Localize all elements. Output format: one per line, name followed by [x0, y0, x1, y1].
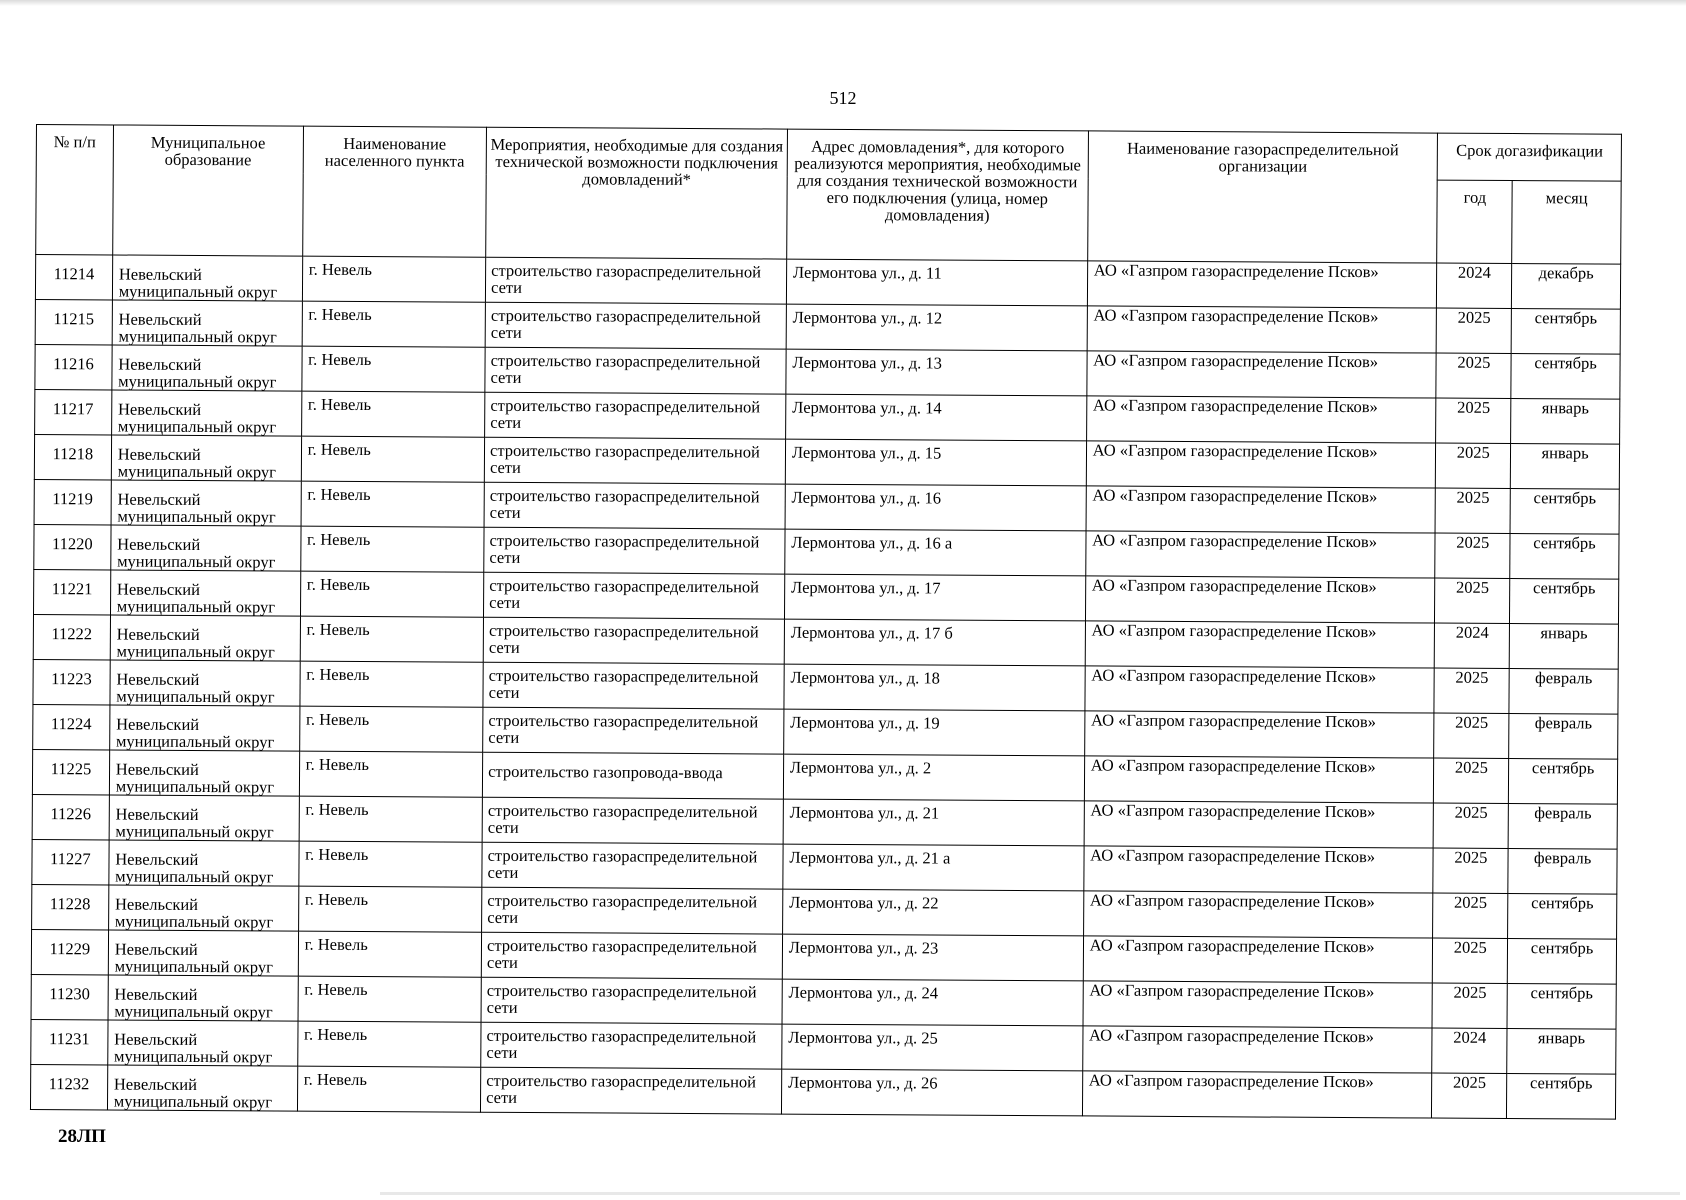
- table-row: [35, 299, 1620, 354]
- cell-settlement: г. Невель: [297, 1021, 481, 1067]
- header-measures: Мероприятия, необходимые для создания технической возможности подключения домовладений*: [486, 127, 788, 259]
- cell-month: сентябрь: [1510, 534, 1619, 580]
- cell-measures: строительство газораспределительной сети: [481, 1022, 782, 1069]
- table-row: [31, 929, 1616, 984]
- cell-num: 11226: [32, 794, 109, 839]
- cell-month: сентябрь: [1507, 984, 1616, 1030]
- cell-organization: АО «Газпром газораспределение Псков»: [1083, 846, 1433, 893]
- cell-measures: строительство газораспределительной сети: [481, 1067, 782, 1114]
- cell-organization: АО «Газпром газораспределение Псков»: [1083, 981, 1433, 1028]
- cell-num: 11222: [33, 614, 110, 659]
- cell-num: 11218: [34, 434, 111, 479]
- cell-year: 2025: [1433, 848, 1508, 893]
- cell-municipality: Невельский муниципальный округ: [110, 570, 300, 616]
- cell-municipality: Невельский муниципальный округ: [110, 615, 300, 661]
- cell-organization: АО «Газпром газораспределение Псков»: [1086, 351, 1436, 398]
- cell-municipality: Невельский муниципальный округ: [108, 885, 298, 931]
- header-deadline: Срок догазификации: [1438, 133, 1622, 181]
- cell-year: 2025: [1433, 938, 1508, 983]
- cell-num: 11229: [31, 929, 108, 974]
- cell-settlement: г. Невель: [302, 256, 486, 302]
- cell-address: Лермонтова ул., д. 13: [786, 349, 1087, 396]
- cell-municipality: Невельский муниципальный округ: [109, 840, 299, 886]
- cell-organization: АО «Газпром газораспределение Псков»: [1086, 396, 1436, 443]
- header-municipality: Муниципальное образование: [112, 125, 303, 256]
- cell-month: февраль: [1508, 804, 1617, 850]
- cell-organization: АО «Газпром газораспределение Псков»: [1085, 621, 1435, 668]
- cell-municipality: Невельский муниципальный округ: [109, 750, 299, 796]
- cell-organization: АО «Газпром газораспределение Псков»: [1084, 756, 1434, 803]
- cell-num: 11221: [34, 569, 111, 614]
- cell-municipality: Невельский муниципальный округ: [111, 390, 301, 436]
- header-num: № п/п: [36, 125, 114, 255]
- cell-organization: АО «Газпром газораспределение Псков»: [1085, 531, 1435, 578]
- cell-organization: АО «Газпром газораспределение Псков»: [1083, 891, 1433, 938]
- table-row: [35, 255, 1620, 310]
- cell-municipality: Невельский муниципальный округ: [110, 660, 300, 706]
- cell-municipality: Невельский муниципальный округ: [112, 345, 302, 391]
- cell-num: 11228: [32, 884, 109, 929]
- cell-measures: строительство газораспределительной сети: [483, 662, 784, 709]
- cell-measures: строительство газораспределительной сети: [483, 707, 784, 754]
- cell-address: Лермонтова ул., д. 23: [782, 934, 1083, 981]
- cell-year: 2025: [1435, 578, 1510, 623]
- table-row: [31, 974, 1616, 1029]
- cell-municipality: Невельский муниципальный округ: [112, 255, 302, 301]
- cell-municipality: Невельский муниципальный округ: [111, 480, 301, 526]
- cell-month: февраль: [1509, 669, 1618, 715]
- cell-measures: строительство газораспределительной сети: [485, 392, 786, 439]
- cell-year: 2025: [1436, 488, 1511, 533]
- cell-settlement: г. Невель: [298, 841, 482, 887]
- cell-num: 11231: [31, 1019, 108, 1064]
- cell-settlement: г. Невель: [299, 796, 483, 842]
- cell-year: 2025: [1433, 893, 1508, 938]
- cell-settlement: г. Невель: [301, 346, 485, 392]
- header-settlement: Наименование населенного пункта: [302, 126, 486, 257]
- cell-num: 11224: [33, 704, 110, 749]
- cell-year: 2025: [1434, 803, 1509, 848]
- cell-address: Лермонтова ул., д. 17 б: [784, 619, 1085, 666]
- cell-num: 11227: [32, 839, 109, 884]
- cell-settlement: г. Невель: [299, 751, 483, 797]
- cell-address: Лермонтова ул., д. 14: [785, 394, 1086, 441]
- cell-month: январь: [1510, 444, 1619, 490]
- cell-address: Лермонтова ул., д. 15: [785, 439, 1086, 486]
- cell-month: январь: [1507, 1029, 1616, 1075]
- cell-num: 11219: [34, 479, 111, 524]
- table-row: [33, 704, 1618, 759]
- cell-municipality: Невельский муниципальный округ: [112, 300, 302, 346]
- cell-num: 11217: [35, 389, 112, 434]
- cell-year: 2025: [1435, 533, 1510, 578]
- page-number: 512: [829, 88, 857, 108]
- cell-measures: строительство газопровода-ввода: [482, 752, 783, 799]
- cell-num: 11223: [33, 659, 110, 704]
- cell-num: 11230: [31, 974, 108, 1019]
- table-row: [33, 614, 1618, 669]
- cell-measures: строительство газораспределительной сети: [483, 617, 784, 664]
- table-row: [33, 659, 1618, 714]
- cell-measures: строительство газораспределительной сети: [484, 482, 785, 529]
- cell-year: 2024: [1437, 263, 1512, 308]
- cell-settlement: г. Невель: [301, 481, 485, 527]
- cell-year: 2025: [1434, 668, 1509, 713]
- document-code: 28ЛП: [58, 1126, 106, 1147]
- cell-municipality: Невельский муниципальный округ: [108, 1020, 298, 1066]
- cell-organization: АО «Газпром газораспределение Псков»: [1087, 306, 1437, 353]
- cell-organization: АО «Газпром газораспределение Псков»: [1084, 801, 1434, 848]
- table-row: [30, 1064, 1615, 1119]
- cell-measures: строительство газораспределительной сети: [485, 257, 786, 304]
- table-row: [32, 884, 1617, 939]
- cell-num: 11225: [32, 749, 109, 794]
- cell-year: 2024: [1435, 623, 1510, 668]
- cell-settlement: г. Невель: [301, 391, 485, 437]
- cell-settlement: г. Невель: [298, 976, 482, 1022]
- cell-settlement: г. Невель: [298, 886, 482, 932]
- cell-organization: АО «Газпром газораспределение Псков»: [1084, 711, 1434, 758]
- cell-year: 2024: [1432, 1028, 1507, 1073]
- cell-measures: строительство газораспределительной сети: [485, 302, 786, 349]
- cell-municipality: Невельский муниципальный округ: [107, 1065, 297, 1111]
- cell-year: 2025: [1437, 308, 1512, 353]
- cell-address: Лермонтова ул., д. 2: [783, 754, 1084, 801]
- table-row: [34, 569, 1619, 624]
- cell-year: 2025: [1436, 353, 1511, 398]
- cell-month: сентябрь: [1511, 309, 1620, 355]
- cell-settlement: г. Невель: [298, 931, 482, 977]
- cell-organization: АО «Газпром газораспределение Псков»: [1082, 1026, 1432, 1073]
- cell-num: 11215: [35, 299, 112, 344]
- cell-month: сентябрь: [1511, 354, 1620, 400]
- cell-measures: строительство газораспределительной сети: [484, 437, 785, 484]
- cell-year: 2025: [1436, 443, 1511, 488]
- cell-num: 11216: [35, 344, 112, 389]
- cell-organization: АО «Газпром газораспределение Псков»: [1086, 441, 1436, 488]
- cell-address: Лермонтова ул., д. 25: [782, 1024, 1083, 1071]
- cell-month: январь: [1509, 624, 1618, 670]
- cell-municipality: Невельский муниципальный округ: [108, 930, 298, 976]
- table-row: [32, 839, 1617, 894]
- header-month: месяц: [1512, 181, 1621, 265]
- registry-sheet: [30, 124, 1622, 1120]
- cell-settlement: г. Невель: [301, 436, 485, 482]
- cell-month: сентябрь: [1507, 1074, 1616, 1120]
- cell-month: сентябрь: [1509, 759, 1618, 805]
- cell-year: 2025: [1434, 713, 1509, 758]
- table-row: [34, 479, 1619, 534]
- header-organization: Наименование газораспределительной организации: [1087, 131, 1438, 263]
- table-row: [32, 749, 1617, 804]
- cell-year: 2025: [1436, 398, 1511, 443]
- cell-address: Лермонтова ул., д. 12: [786, 304, 1087, 351]
- cell-settlement: г. Невель: [302, 301, 486, 347]
- cell-measures: строительство газораспределительной сети: [482, 797, 783, 844]
- cell-measures: строительство газораспределительной сети: [482, 887, 783, 934]
- cell-address: Лермонтова ул., д. 16: [785, 484, 1086, 531]
- cell-settlement: г. Невель: [300, 526, 484, 572]
- header-year: год: [1437, 180, 1512, 263]
- cell-measures: строительство газораспределительной сети: [481, 932, 782, 979]
- gasification-table: [30, 124, 1622, 1120]
- cell-address: Лермонтова ул., д. 22: [782, 889, 1083, 936]
- cell-organization: АО «Газпром газораспределение Псков»: [1087, 261, 1437, 308]
- cell-measures: строительство газораспределительной сети: [482, 842, 783, 889]
- cell-measures: строительство газораспределительной сети: [484, 527, 785, 574]
- cell-municipality: Невельский муниципальный округ: [111, 435, 301, 481]
- cell-municipality: Невельский муниципальный округ: [109, 795, 299, 841]
- table-row: [35, 344, 1620, 399]
- scan-edge-top: [0, 0, 1686, 6]
- cell-municipality: Невельский муниципальный округ: [109, 705, 299, 751]
- table-row: [35, 389, 1620, 444]
- cell-month: январь: [1511, 399, 1620, 445]
- cell-settlement: г. Невель: [300, 661, 484, 707]
- cell-municipality: Невельский муниципальный округ: [111, 525, 301, 571]
- cell-organization: АО «Газпром газораспределение Псков»: [1083, 936, 1433, 983]
- scan-edge-bottom: [380, 1192, 1680, 1195]
- header-address: Адрес домовладения*, для которого реализуются мероприятия, необходимые для создания технической возможности его подключения (улица, номер домовладения): [787, 129, 1089, 261]
- cell-year: 2025: [1432, 1073, 1507, 1118]
- cell-address: Лермонтова ул., д. 19: [784, 709, 1085, 756]
- cell-measures: строительство газораспределительной сети: [485, 347, 786, 394]
- cell-measures: строительство газораспределительной сети: [484, 572, 785, 619]
- cell-settlement: г. Невель: [300, 571, 484, 617]
- cell-address: Лермонтова ул., д. 18: [784, 664, 1085, 711]
- cell-organization: АО «Газпром газораспределение Псков»: [1082, 1071, 1432, 1118]
- cell-month: сентябрь: [1508, 894, 1617, 940]
- cell-address: Лермонтова ул., д. 21: [783, 799, 1084, 846]
- cell-address: Лермонтова ул., д. 21 а: [783, 844, 1084, 891]
- cell-month: сентябрь: [1507, 939, 1616, 985]
- cell-year: 2025: [1434, 758, 1509, 803]
- cell-month: сентябрь: [1510, 579, 1619, 625]
- cell-address: Лермонтова ул., д. 11: [786, 259, 1087, 306]
- cell-address: Лермонтова ул., д. 16 а: [785, 529, 1086, 576]
- cell-organization: АО «Газпром газораспределение Псков»: [1085, 666, 1435, 713]
- table-row: [34, 524, 1619, 579]
- cell-measures: строительство газораспределительной сети: [481, 977, 782, 1024]
- cell-organization: АО «Газпром газораспределение Псков»: [1085, 576, 1435, 623]
- cell-month: декабрь: [1512, 264, 1621, 310]
- table-row: [34, 434, 1619, 489]
- cell-month: февраль: [1508, 849, 1617, 895]
- cell-year: 2025: [1432, 983, 1507, 1028]
- cell-settlement: г. Невель: [299, 706, 483, 752]
- cell-address: Лермонтова ул., д. 26: [781, 1069, 1082, 1116]
- table-row: [31, 1019, 1616, 1074]
- cell-num: 11220: [34, 524, 111, 569]
- cell-organization: АО «Газпром газораспределение Псков»: [1086, 486, 1436, 533]
- cell-settlement: г. Невель: [300, 616, 484, 662]
- cell-num: 11214: [35, 255, 112, 300]
- cell-num: 11232: [30, 1064, 107, 1109]
- cell-settlement: г. Невель: [297, 1066, 481, 1112]
- cell-municipality: Невельский муниципальный округ: [108, 975, 298, 1021]
- cell-month: февраль: [1509, 714, 1618, 760]
- cell-month: сентябрь: [1510, 489, 1619, 535]
- cell-address: Лермонтова ул., д. 24: [782, 979, 1083, 1026]
- table-row: [32, 794, 1617, 849]
- cell-address: Лермонтова ул., д. 17: [784, 574, 1085, 621]
